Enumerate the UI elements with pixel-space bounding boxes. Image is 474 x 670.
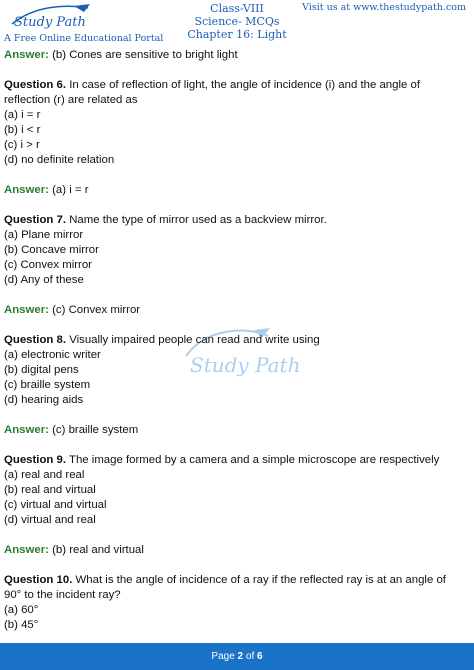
answer-5: Answer: (b) Cones are sensitive to bright light [4, 49, 238, 61]
option: (c) braille system [4, 379, 91, 391]
option: (c) i > r [4, 139, 40, 151]
option: (d) Any of these [4, 274, 84, 286]
question-8: Question 8. Visually impaired people can read and write using [4, 334, 320, 346]
page-number: Page 2 of 6 [211, 651, 263, 662]
page-footer [0, 643, 474, 670]
option: (a) Plane mirror [4, 229, 84, 241]
option: (c) virtual and virtual [4, 499, 107, 511]
option: (b) real and virtual [4, 484, 96, 496]
question-7: Question 7. Name the type of mirror used as a backview mirror. [4, 214, 327, 226]
option: (b) 45° [4, 619, 39, 631]
answer-8: Answer: (c) braille system [4, 424, 139, 436]
option: (d) hearing aids [4, 394, 84, 406]
option: (b) digital pens [4, 364, 79, 376]
option: (b) i < r [4, 124, 41, 136]
option: (a) 60° [4, 604, 39, 616]
question-10-cont: 90° to the incident ray? [4, 589, 121, 601]
watermark-text: Study Path [190, 353, 301, 377]
page-header [0, 0, 474, 46]
option: (b) Concave mirror [4, 244, 99, 256]
option: (a) i = r [4, 109, 41, 121]
subject-title: Science- MCQs [194, 15, 280, 28]
answer-7: Answer: (c) Convex mirror [4, 304, 141, 316]
option: (c) Convex mirror [4, 259, 92, 271]
option: (d) virtual and real [4, 514, 96, 526]
class-title: Class-VIII [210, 2, 264, 15]
question-10: Question 10. What is the angle of incidence of a ray if the reflected ray is at an angle of [4, 574, 446, 586]
tagline: A Free Online Educational Portal [4, 33, 164, 44]
answer-6: Answer: (a) i = r [4, 184, 89, 196]
question-9: Question 9. The image formed by a camera and a simple microscope are respectively [4, 454, 440, 466]
logo-text: Study Path [14, 15, 86, 30]
option: (a) real and real [4, 469, 85, 481]
mcq-content [4, 48, 466, 633]
answer-9: Answer: (b) real and virtual [4, 544, 144, 556]
question-6-cont: reflection (r) are related as [4, 94, 138, 106]
option: (d) no definite relation [4, 154, 115, 166]
question-6: Question 6. In case of reflection of light, the angle of incidence (i) and the angle of [4, 79, 420, 91]
chapter-title: Chapter 16: Light [187, 28, 287, 41]
website-link[interactable]: Visit us at www.thestudypath.com [302, 2, 466, 13]
option: (a) electronic writer [4, 349, 101, 361]
